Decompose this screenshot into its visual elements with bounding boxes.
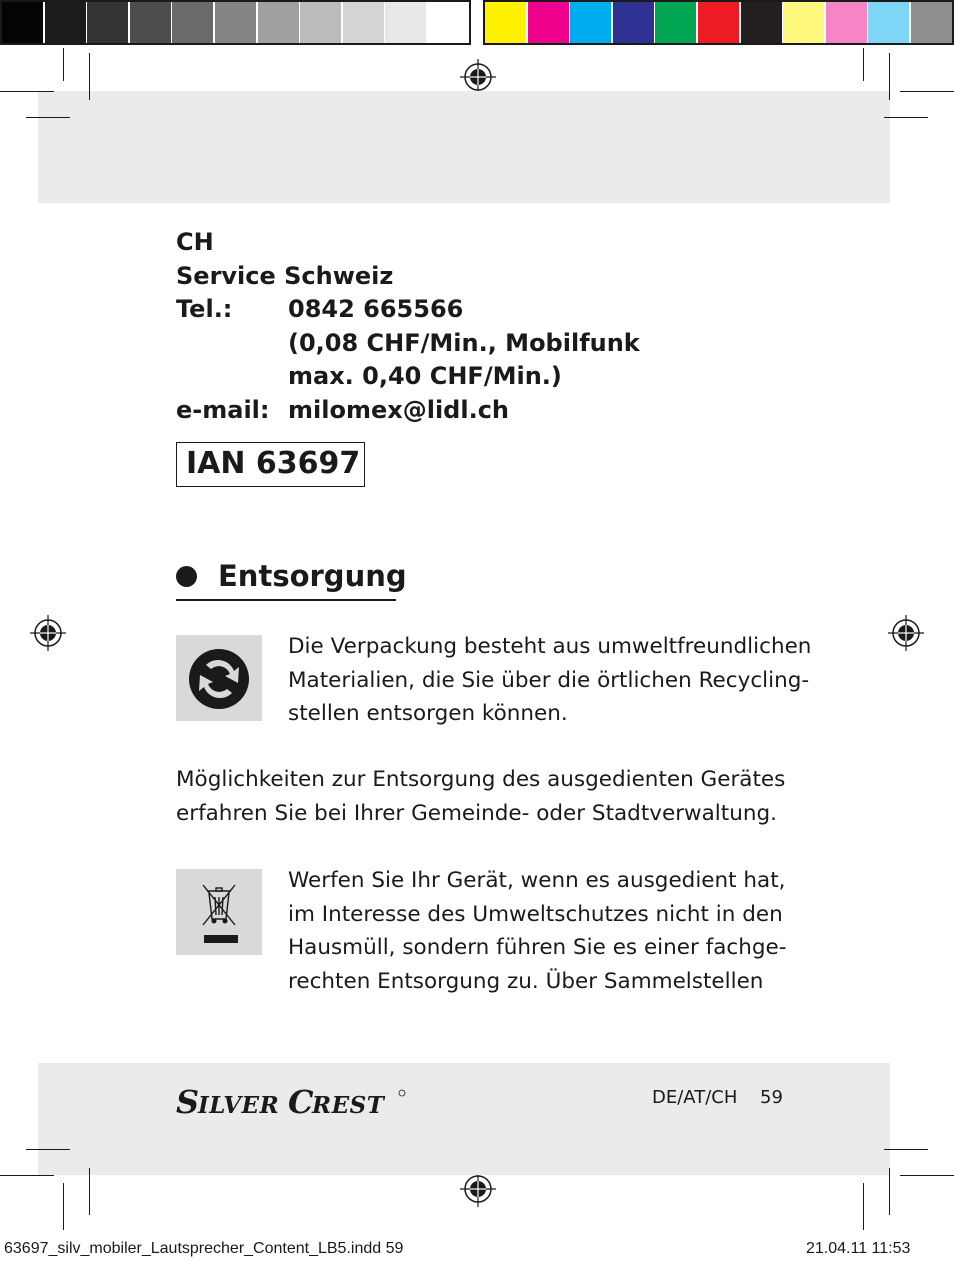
- header-band: [38, 91, 890, 203]
- paragraph-packaging: [288, 630, 811, 731]
- tel-label: Tel.:: [176, 295, 233, 323]
- text-line: Möglichkeiten zur Entsorgung des ausgedienten Gerätes: [176, 767, 786, 792]
- color-swatch: [826, 2, 867, 43]
- gray-swatch: [87, 2, 128, 43]
- contact-block: [176, 226, 736, 427]
- color-swatch: [485, 2, 526, 43]
- section-heading: [176, 556, 407, 601]
- gray-swatch: [215, 2, 256, 43]
- silvercrest-logo: [176, 1081, 416, 1117]
- registration-mark-bottom: [460, 1171, 496, 1207]
- region-label: DE/AT/CH: [652, 1087, 738, 1108]
- paragraph-disposal-options: [176, 763, 785, 830]
- color-swatch: [570, 2, 611, 43]
- contact-country: CH: [176, 228, 214, 256]
- text-line: Die Verpackung besteht aus umweltfreundlichen: [288, 634, 812, 659]
- text-line: Materialien, die Sie über die örtlichen Recycling-: [288, 667, 810, 693]
- svg-text:REST: REST: [312, 1092, 385, 1117]
- color-swatch: [655, 2, 696, 43]
- gray-swatch: [130, 2, 171, 43]
- svg-text:C: C: [288, 1083, 314, 1117]
- footer-date: 21.04.11 11:53: [806, 1240, 911, 1257]
- text-line: im Interesse des Umweltschutzes nicht in den: [288, 901, 783, 927]
- gray-swatch: [428, 2, 469, 43]
- section-title: Entsorgung: [218, 559, 407, 593]
- svg-text:ILVER: ILVER: [198, 1092, 280, 1117]
- green-dot-recycle-icon: [176, 635, 262, 721]
- text-line: stellen entsorgen können.: [288, 701, 568, 726]
- text-line: rechten Entsorgung zu. Über Sammelstellen: [288, 968, 764, 994]
- gray-swatch: [385, 2, 426, 43]
- svg-text:S: S: [176, 1083, 200, 1117]
- color-swatch: [868, 2, 909, 43]
- tel-note-2: max. 0,40 CHF/Min.): [288, 362, 562, 390]
- color-swatch: [613, 2, 654, 43]
- email-label: e-mail:: [176, 395, 270, 424]
- paragraph-weee: [288, 864, 787, 998]
- bullet-icon: [176, 566, 197, 587]
- color-swatch: [741, 2, 782, 43]
- gray-swatch: [343, 2, 384, 43]
- registration-mark-right: [888, 615, 924, 651]
- footer-band: [38, 1063, 890, 1175]
- color-swatch: [911, 2, 952, 43]
- registration-mark-top: [460, 59, 496, 95]
- gray-swatch: [2, 2, 43, 43]
- tel-note-1: (0,08 CHF/Min., Mobilfunk: [288, 328, 640, 357]
- color-swatch: [528, 2, 569, 43]
- color-swatch: [783, 2, 824, 43]
- gray-swatch: [172, 2, 213, 43]
- text-line: erfahren Sie bei Ihrer Gemeinde- oder Stadtverwaltung.: [176, 800, 777, 826]
- registration-mark-left: [30, 615, 66, 651]
- crossed-bin-icon: [176, 869, 262, 955]
- text-line: Hausmüll, sondern führen Sie es einer fachge-: [288, 935, 787, 960]
- footer-filename: 63697_silv_mobiler_Lautsprecher_Content_LB5.indd 59: [4, 1240, 404, 1257]
- tel-number: 0842 665566: [288, 295, 464, 323]
- page-number: 59: [760, 1087, 783, 1108]
- email-value: milomex@lidl.ch: [288, 395, 510, 424]
- contact-service: Service Schweiz: [176, 261, 394, 290]
- gray-swatch: [45, 2, 86, 43]
- ian-box: IAN 63697: [176, 442, 365, 487]
- gray-swatch: [300, 2, 341, 43]
- text-line: Werfen Sie Ihr Gerät, wenn es ausgedient hat,: [288, 868, 786, 893]
- gray-swatch: [258, 2, 299, 43]
- color-swatch: [698, 2, 739, 43]
